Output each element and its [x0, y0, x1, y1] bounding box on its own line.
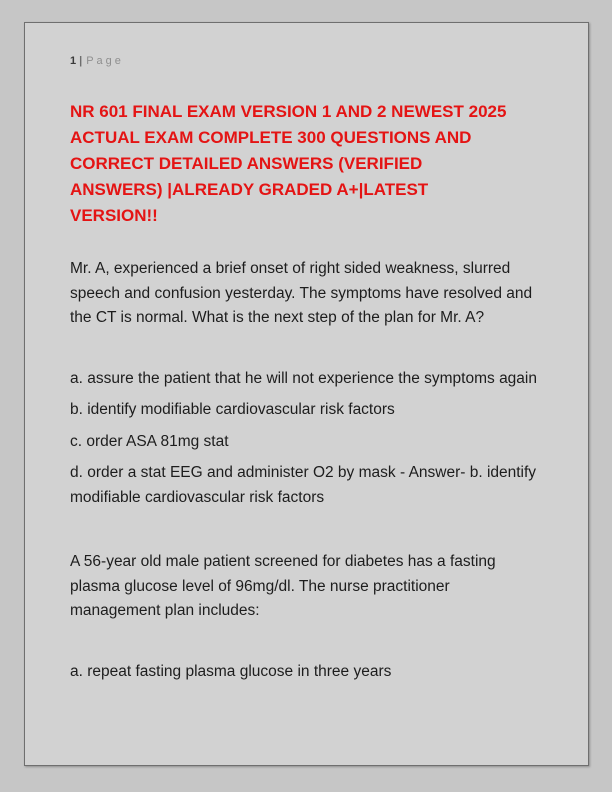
- question-1-text: Mr. A, experienced a brief onset of right sided weakness, slurred speech and confusion yesterday. The symptoms have resolved and the CT is normal. What is the next step of the plan for Mr. A?: [70, 260, 533, 326]
- page-label: Page: [86, 55, 124, 67]
- document-title-line: VERSION!!: [70, 206, 158, 225]
- question-1-option-a: a. assure the patient that he will not experience the symptoms again: [70, 369, 537, 387]
- question-1-options: [70, 367, 544, 511]
- document-title-line: NR 601 FINAL EXAM VERSION 1 AND 2 NEWEST 2025: [70, 102, 507, 121]
- page-number: 1: [70, 55, 78, 67]
- document-title-line: CORRECT DETAILED ANSWERS (VERIFIED: [70, 154, 423, 173]
- question-1-option-b: b. identify modifiable cardiovascular risk factors: [70, 401, 395, 418]
- document-title: [70, 99, 544, 229]
- page-header: [70, 53, 544, 69]
- document-page: [24, 22, 589, 766]
- page-number-separator: |: [79, 55, 83, 67]
- document-title-line: ANSWERS) |ALREADY GRADED A+|LATEST: [70, 180, 429, 199]
- question-1-option-d-with-answer: d. order a stat EEG and administer O2 by mask - Answer- b. identify modifiable cardiovascular risk factors: [70, 464, 537, 506]
- question-1-option-c: c. order ASA 81mg stat: [70, 432, 229, 450]
- question-2-text: A 56-year old male patient screened for diabetes has a fasting plasma glucose level of 96mg/dl. The nurse practitioner management plan includes:: [70, 553, 496, 619]
- question-2-option-a: a. repeat fasting plasma glucose in three years: [70, 662, 392, 680]
- document-title-line: ACTUAL EXAM COMPLETE 300 QUESTIONS AND: [70, 128, 472, 147]
